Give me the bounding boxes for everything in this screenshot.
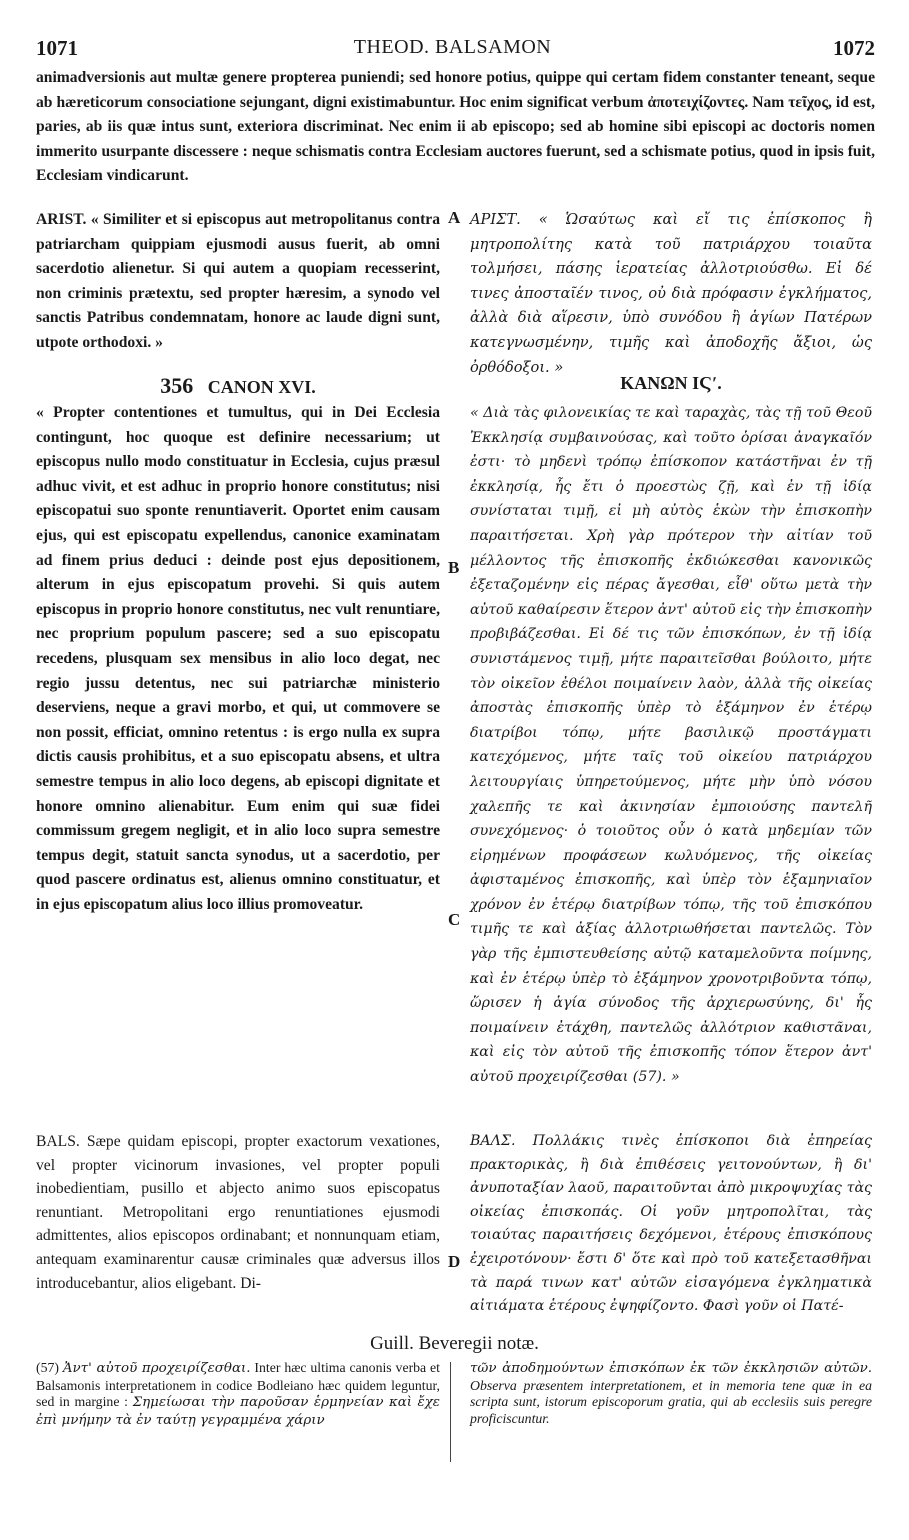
page-header (30, 36, 875, 64)
arist-greek-block (470, 208, 872, 380)
footnote-latin-translation: Observa præsentem interpretationem, et in memoria tene quæ in ea scripta sunt, istorum episcoporum gratia, qui ab ecclesiis suis peregre proficiscuntur. (470, 1377, 872, 1426)
bals-greek-text: ΒΑΛΣ. Πολλάκις τινὲς ἐπίσκοποι διὰ ἐπηρείας πρακτορικὰς, ἢ διὰ ἐπιθέσεις γειτονούντων, ἢ δι' ἀνυποταξίαν λαοῦ, παραιτοῦνται ἀπὸ μικροψυχίας τὰς οἰκείας ἐπισκοπάς. Οἱ γοῦν μητροπολῖται, τὰς τοιαύτας παραιτήσεις δεχόμενοι, ἑτέρους ἐπισκόπους ἐχειροτόνουν· ἔστι δ' ὅτε καὶ πρὸ τοῦ κατεξετασθῆναι τὰ παρά τινων κατ' αὐτῶν εἰσαγόμενα ἐγκληματικὰ αἰτιάματα ἑτέρους ἐψηφίζοντο. Φασὶ γοῦν οἱ Πατέ- (470, 1133, 872, 1315)
canon-greek-block (470, 401, 872, 1090)
canon-latin-block (36, 401, 440, 917)
running-title: THEOD. BALSAMON (353, 36, 552, 58)
canon-greek-heading (470, 373, 872, 394)
bals-greek-block (470, 1130, 872, 1319)
footnote-right (470, 1360, 872, 1427)
bals-latin-block (36, 1130, 440, 1295)
arist-greek-text: ΑΡΙΣΤ. « Ὡσαύτως καὶ εἴ τις ἐπίσκοπος ἢ μητροπολίτης κατὰ τοῦ πατριάρχου τοιαῦτα τολμήσει, πάσης ἱερατείας ἀλλοτριούσθω. Εἰ δέ τινες ἀποσταῖέν τινος, οὐ διὰ πρόφασιν ἐγκλήματος, ἀλλὰ διὰ αἵρεσιν, ὑπὸ συνόδου ἢ ἁγίων Πατέρων κατεγνωσμένην, τιμῆς καὶ ἀποδοχῆς ἄξιοι, ὡς ὀρθόδοξοι. » (470, 211, 872, 376)
canon-latin-text: « Propter contentiones et tumultus, qui in Dei Ecclesia contingunt, hoc quoque est definire necessarium; ut episcopus nullo modo constituatur in Ecclesia, cujus præsul adhuc vivit, et est adhuc in proprio honore constitutus; nisi episcopatui suo sponte renuntiaverit. Oportet enim causam ejus, qui est episcopatu expellendus, canonice examinatam ad finem prius deduci : deinde post ejus depositionem, alterum in ejus episcopatum provehi. Si quis autem episcopus in proprio honore constitutus, nec vult renuntiare, nec proprium populum pascere; sed a suo episcopatu recedens, plusquam sex mensibus in alio loco degat, nec regio jussu detentus, nec sui patriarchæ ministerio deserviens, neque a gravi morbo, et qui, ut commovere se non possit, efficiat, omnino retentus : is ergo nulla ex supra dictis causis prohibitus, et a suo episcopatu absens, et ultra semestre tempus in alio loco degens, ab episcopi dignitate et honore omnino alienabitur. Eum enim qui suæ fidei commissum gregem negligit, et in alio loco supra semestre tempus degit, statuit sancta synodus, ut a sacerdotio, per quod pascere ordinatus est, alienus omnino constituatur, et in ejus episcopatum alius loco illius promoveatur. (36, 404, 440, 913)
footnote-number: (57) (36, 1360, 59, 1375)
margin-letter-a: A (448, 208, 461, 227)
canon-latin-number: 356 (160, 373, 194, 398)
footnote-greek-gloss: Σημείωσαι τὴν παροῦσαν ἑρμηνείαν καὶ ἔχε ἐπὶ μνήμην τὰ ἐν ταύτῃ γεγραμμένα χάριν (36, 1395, 440, 1428)
notes-heading: Guill. Beveregii notæ. (370, 1333, 539, 1354)
footnote-text: Inter hæc ultima canonis verba et Balsamonis interpretationem in codice Bodleiano hæc quidem leguntur, sed in margine : (36, 1360, 441, 1410)
footnote-lemma: Ἀντ' αὐτοῦ προχειρίζεσθαι. (62, 1361, 251, 1376)
arist-latin-block (36, 208, 440, 356)
footnote-left (36, 1360, 440, 1429)
intro-paragraph: animadversionis aut multæ genere propterea puniendi; sed honore potius, quippe qui certam fidem constanter teneant, seque ab hæreticorum consociatione sejungant, digni existimabuntur. Hoc enim significat verbum ἀποτειχίζοντες. Nam τεῖχος, id est, paries, ab iis quæ intus sunt, exteriora discriminat. Nec enim ii ab episcopo; sed ab homine sibi episcopi ac doctoris nomen immerito usurpante discessere : neque schismatis contra Ecclesiam auctores fuerunt, sed a schismate potius, quod in ipsis fuit, Ecclesiam vindicarunt. (36, 69, 875, 185)
bals-latin-text: BALS. Sæpe quidam episcopi, propter exactorum vexationes, vel propter vicinorum invasiones, vel propter populi inobedientiam, pusillo et abjecto animo suos episcopatus renuntiant. Metropolitani ergo renuntiationes ejusmodi admittentes, alios episcopos ordinabant; et nonnunquam etiam, antequam examinarentur causæ criminales quæ adversus illos introducebantur, alios eligebant. Di- (36, 1133, 440, 1292)
left-page-number: 1071 (36, 36, 78, 60)
footnote-greek-continuation: τῶν ἀποδημούντων ἐπισκόπων ἐκ τῶν ἐκκλησιῶν αὐτῶν. (470, 1361, 872, 1376)
margin-letter-b: B (448, 558, 460, 577)
arist-latin-text: ARIST. « Similiter et si episcopus aut metropolitanus contra patriarcham quippiam ejusmodi ausus fuerit, ab omni sacerdotio alienetur. Si qui autem a quopiam recesserint, non criminis prætextu, sed propter hæresim, a synodo vel sanctis Patribus condemnatam, honore ac laude digni sunt, utpote orthodoxi. » (36, 211, 440, 351)
canon-latin-title: CANON XVI. (207, 377, 316, 397)
margin-letter-d: D (448, 1252, 461, 1271)
footnote-column-divider (450, 1362, 451, 1462)
canon-greek-text: « Διὰ τὰς φιλονεικίας τε καὶ ταραχὰς, τὰς τῇ τοῦ Θεοῦ Ἐκκλησίᾳ συμβαινούσας, καὶ τοῦτο ὁρίσαι ἀναγκαῖόν ἐστι· τὸ μηδενὶ τρόπῳ ἐπίσκοπον κατάστῆναι ἐν τῇ ἐκκλησίᾳ, ἧς ἔτι ὁ προεστὼς ζῇ, καὶ ἐν τῇ ἰδίᾳ συνίσταται τιμῇ, εἰ μὴ αὐτὸς ἑκὼν τὴν ἐπισκοπὴν παραιτήσεται. Χρὴ γὰρ πρότερον τὴν αἰτίαν τοῦ μέλλοντος τῆς ἐπισκοπῆς ἐκδιώκεσθαι κανονικῶς ἐξεταζομένην εἰς πέρας ἄγεσθαι, εἶθ' οὕτω μετὰ τὴν αὐτοῦ καθαίρεσιν ἕτερον ἀντ' αὐτοῦ εἰς τὴν ἐπισκοπὴν προβιβάζεσθαι. Εἰ δέ τις τῶν ἐπισκόπων, ἐν τῇ ἰδίᾳ συνιστάμενος τιμῇ, μήτε παραιτεῖσθαι βούλοιτο, μήτε τὸν οἰκεῖον ἐθέλοι ποιμαίνειν λαὸν, ἀλλὰ τῆς οἰκείας ἀποστὰς ἐπισκοπῆς ὑπὲρ τὸ ἑξάμηνον ἐν ἑτέρῳ διατρίβοι τόπῳ, μήτε βασιλικῷ προστάγματι κατεχόμενος, μήτε ταῖς τοῦ οἰκείου πατριάρχου λειτουργίαις ὑπηρετούμενος, μήτε μὴν ὑπὸ νόσου χαλεπῆς τε καὶ ἀκινησίαν ἐμποιούσης παντελῆ συνεχόμενος· ὁ τοιοῦτος οὖν ὁ κατὰ μηδεμίαν τῶν εἰρημένων προφάσεων κωλυόμενος, τῆς οἰκείας ἀφισταμένος ἐπισκοπῆς, καὶ ὑπὲρ τὸν ἑξαμηνιαῖον χρόνον ἐν ἑτέρῳ διατρίβων τόπῳ, τῆς τοῦ ἐπισκόπου τιμῆς τε καὶ ἀξίας ἀλλοτριωθήσεται παντελῶς. Τὸν γὰρ τῆς ἐμπιστευθείσης αὐτῷ καταμελοῦντα ποίμνης, καὶ ἐν ἑτέρῳ ὑπὲρ τὸ ἑξάμηνον χρονοτριβοῦντα τόπῳ, ὥρισεν ἡ ἁγία σύνοδος τῆς ἀρχιερωσύνης, δι' ἧς ποιμαίνειν ἐτάχθη, παντελῶς ἀλλότριον καθιστᾶναι, καὶ εἰς τὸν αὐτοῦ τῆς ἐπισκοπῆς τόπον ἕτερον ἀντ' αὐτοῦ προχειρίζεσθαι (57). » (470, 405, 872, 1086)
margin-letter-c: C (448, 910, 461, 929)
canon-greek-title: ΚΑΝΩΝ ΙϚʹ. (620, 373, 722, 393)
canon-latin-heading (36, 373, 440, 399)
right-page-number: 1072 (833, 36, 875, 60)
